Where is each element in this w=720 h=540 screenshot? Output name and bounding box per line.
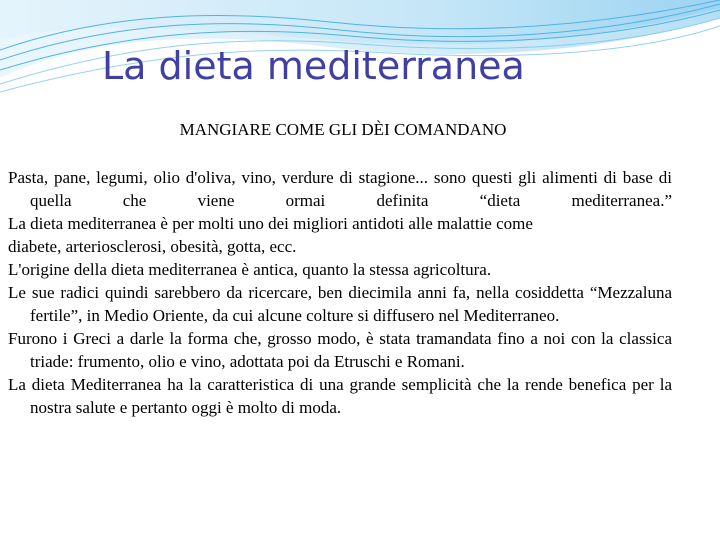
body-text bbox=[8, 166, 672, 419]
paragraph: Pasta, pane, legumi, olio d'oliva, vino, verdure di stagione... sono questi gli alimenti di base di quella che viene ormai definita “dieta mediterranea.” bbox=[8, 168, 672, 210]
slide-title: La dieta mediterranea bbox=[102, 44, 525, 88]
paragraph: Furono i Greci a darle la forma che, grosso modo, è stata tramandata fino a noi con la classica triade: frumento, olio e vino, adottata poi da Etruschi e Romani. bbox=[8, 329, 672, 371]
slide-subtitle: MANGIARE COME GLI DÈI COMANDANO bbox=[179, 120, 507, 139]
paragraph: L'origine della dieta mediterranea è antica, quanto la stessa agricoltura. bbox=[8, 260, 492, 279]
paragraph: Le sue radici quindi sarebbero da ricercare, ben diecimila anni fa, nella cosiddetta “Mezzaluna fertile”, in Medio Oriente, da cui alcune colture si diffusero nel Mediterraneo. bbox=[8, 283, 672, 325]
paragraph: La dieta mediterranea è per molti uno dei migliori antidoti alle malattie come bbox=[8, 214, 533, 233]
paragraph: La dieta Mediterranea ha la caratteristica di una grande semplicità che la rende benefica per la nostra salute e pertanto oggi è molto di moda. bbox=[8, 375, 672, 417]
paragraph: diabete, arteriosclerosi, obesità, gotta, ecc. bbox=[8, 237, 297, 256]
